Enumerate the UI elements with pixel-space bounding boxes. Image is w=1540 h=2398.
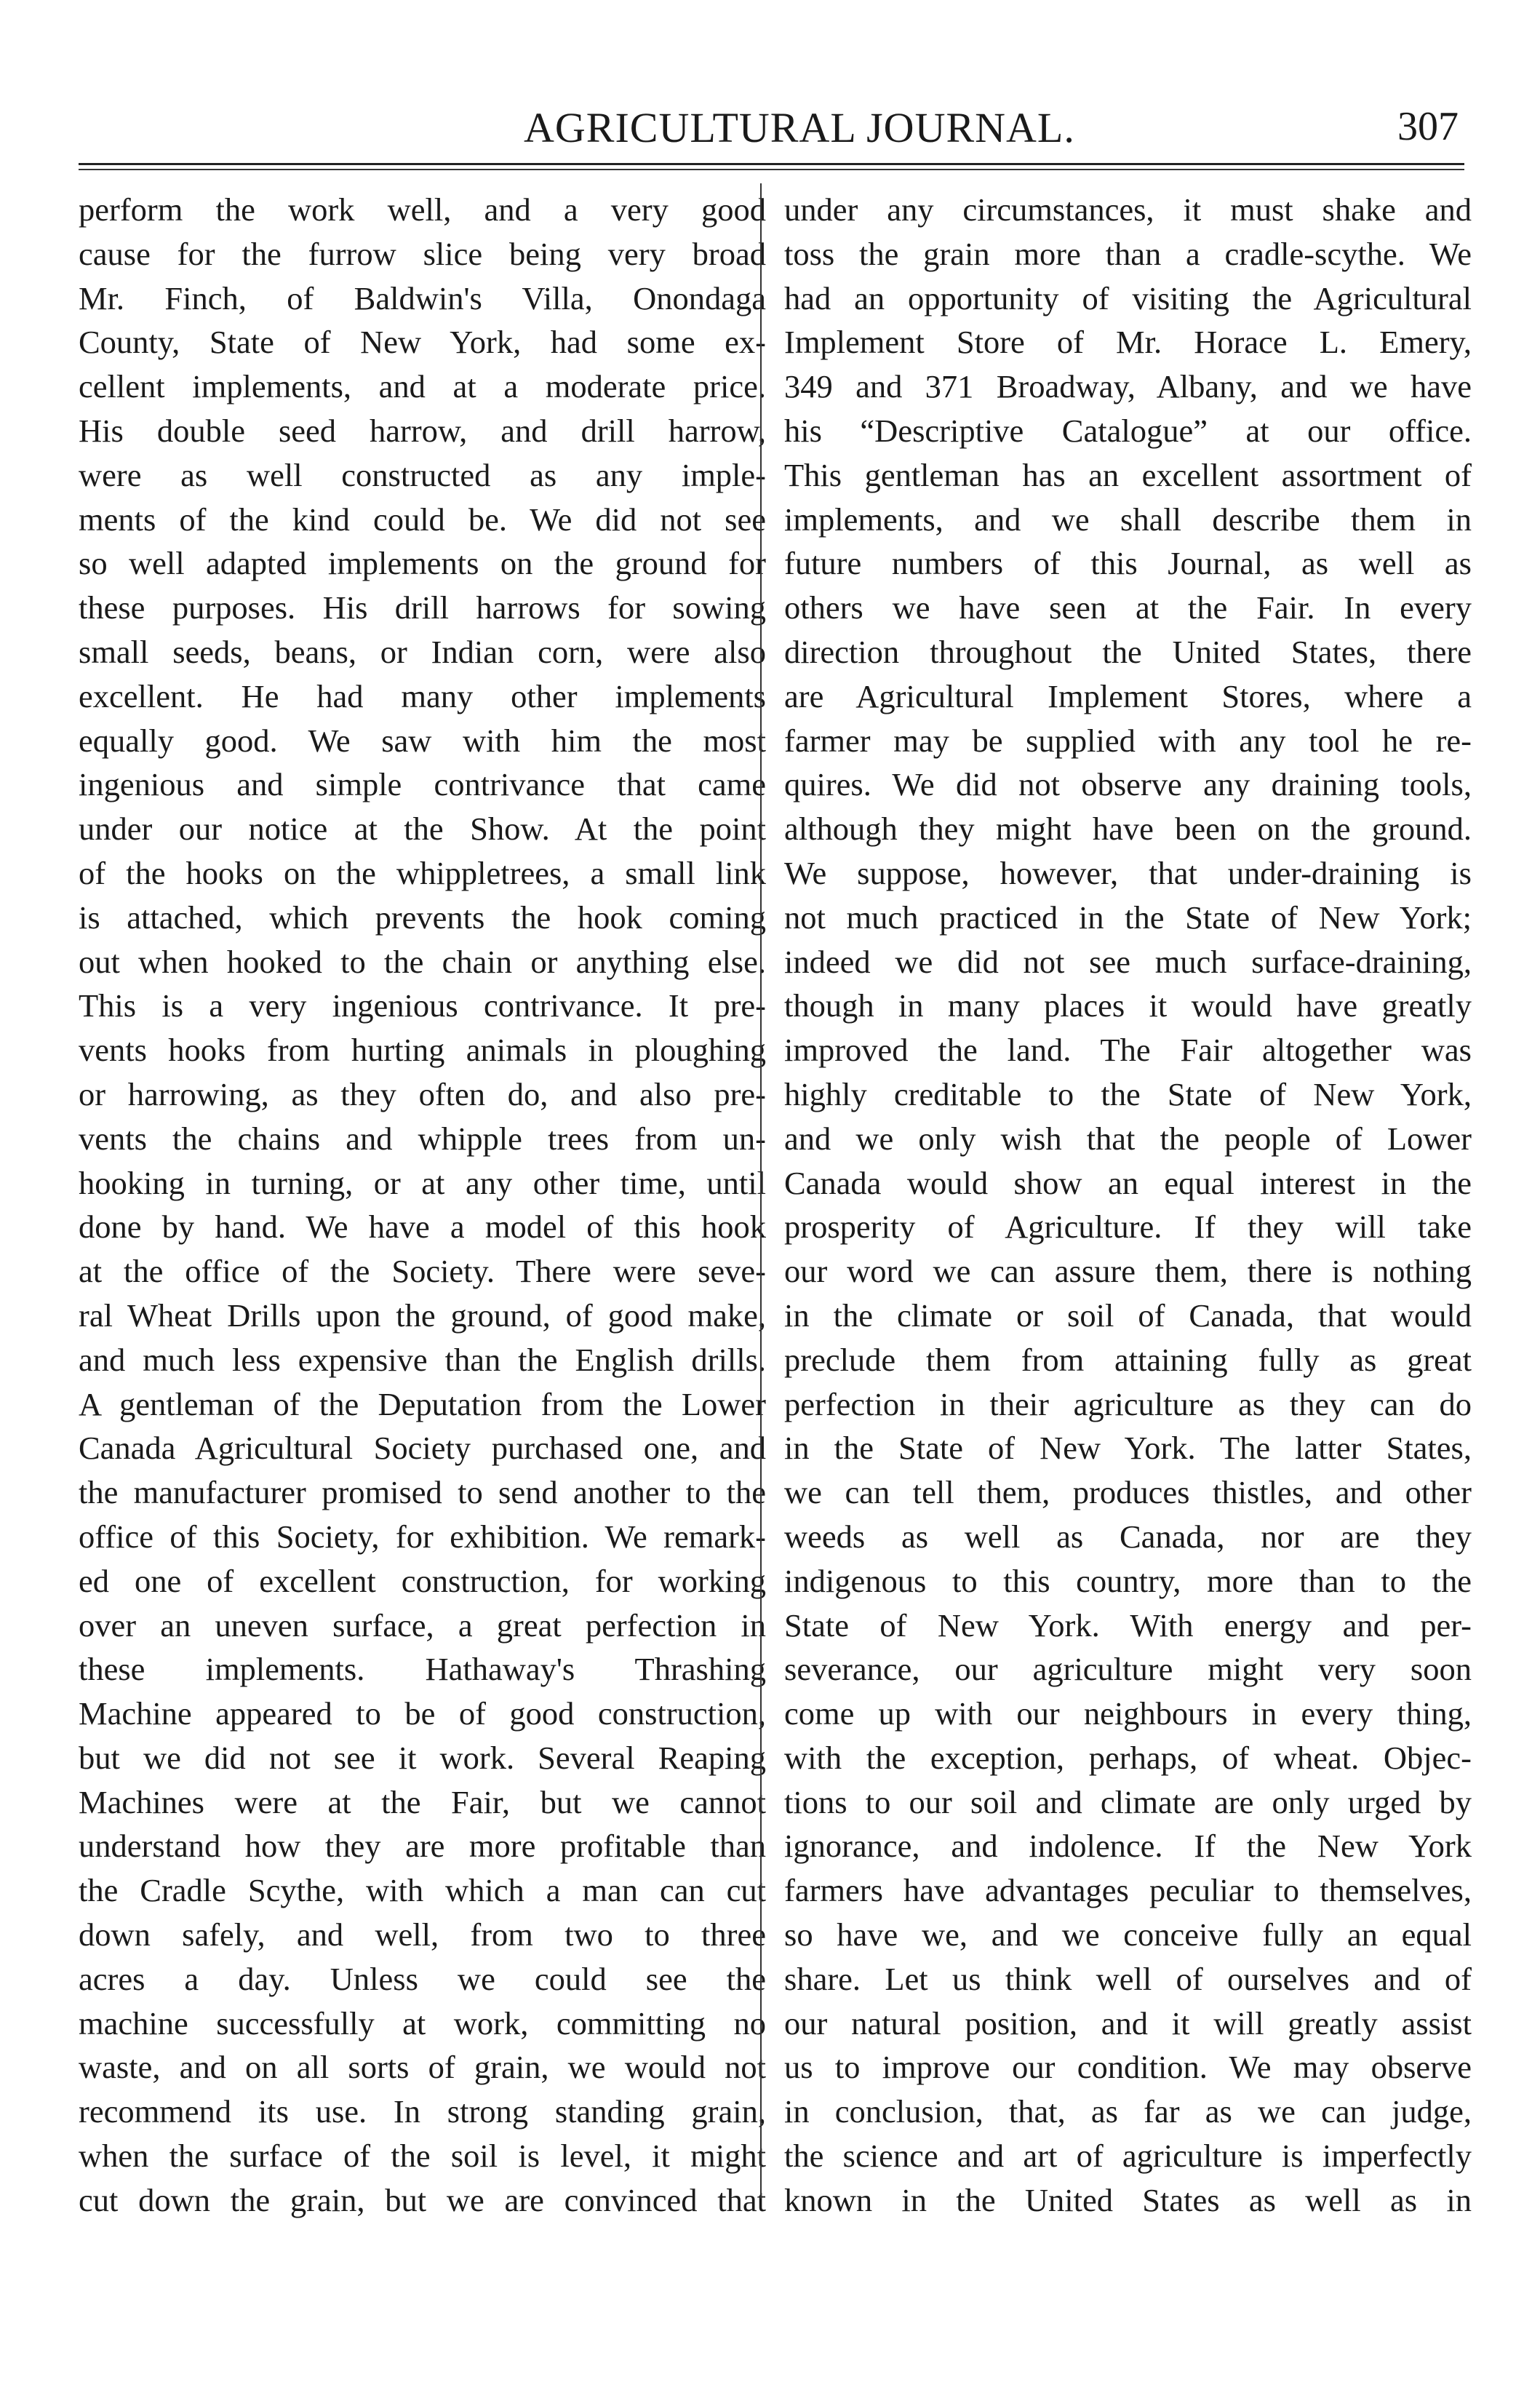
- text-line: Mr. Finch, of Baldwin's Villa, Onondaga: [79, 279, 766, 316]
- text-line: are Agricultural Implement Stores, where a: [784, 677, 1472, 714]
- text-line: small seeds, beans, or Indian corn, were also: [79, 633, 766, 670]
- text-line: over an uneven surface, a great perfection in: [79, 1606, 766, 1644]
- text-line: his “Descriptive Catalogue” at our office.: [784, 412, 1472, 449]
- text-line: His double seed harrow, and drill harrow,: [79, 412, 766, 449]
- text-line: preclude them from attaining fully as great: [784, 1341, 1472, 1378]
- text-line: done by hand. We have a model of this hook: [79, 1208, 766, 1246]
- text-line: farmers have advantages peculiar to themselves,: [784, 1872, 1472, 1909]
- text-line: office of this Society, for exhibition. We remark-: [79, 1518, 766, 1555]
- text-line: in the climate or soil of Canada, that would: [784, 1296, 1472, 1334]
- text-line: with the exception, perhaps, of wheat. Objec-: [784, 1739, 1472, 1776]
- text-line: or harrowing, as they often do, and also pre-: [79, 1075, 766, 1112]
- text-line: indeed we did not see much surface-draining,: [784, 943, 1472, 980]
- text-line: though in many places it would have greatly: [784, 987, 1472, 1024]
- header-rule: [79, 163, 1464, 165]
- text-line: Machine appeared to be of good construction,: [79, 1695, 766, 1732]
- text-line: direction throughout the United States, there: [784, 633, 1472, 670]
- text-line: so well adapted implements on the ground for: [79, 545, 766, 582]
- text-line: Canada would show an equal interest in the: [784, 1164, 1472, 1201]
- text-line: highly creditable to the State of New York,: [784, 1075, 1472, 1112]
- column-divider: [760, 183, 762, 2199]
- text-line: the science and art of agriculture is imperfectly: [784, 2138, 1472, 2175]
- text-line: although they might have been on the ground.: [784, 810, 1472, 848]
- running-head-title: AGRICULTURAL JOURNAL.: [524, 104, 1075, 151]
- text-line: when the surface of the soil is level, it might: [79, 2138, 766, 2175]
- text-line: understand how they are more profitable than: [79, 1828, 766, 1865]
- text-line: toss the grain more than a cradle-scythe. We: [784, 235, 1472, 272]
- text-line: down safely, and well, from two to three: [79, 1916, 766, 1953]
- text-line: waste, and on all sorts of grain, we would not: [79, 2049, 766, 2086]
- text-line: vents hooks from hurting animals in ploughing: [79, 1032, 766, 1069]
- text-line: This gentleman has an excellent assortment of: [784, 456, 1472, 493]
- text-line: these implements. Hathaway's Thrashing: [79, 1651, 766, 1688]
- text-line: ed one of excellent construction, for working: [79, 1562, 766, 1599]
- text-line: cut down the grain, but we are convinced that: [79, 2181, 766, 2218]
- text-line: our natural position, and it will greatly assist: [784, 2004, 1472, 2042]
- text-line: future numbers of this Journal, as well as: [784, 545, 1472, 582]
- text-line: ingenious and simple contrivance that came: [79, 766, 766, 803]
- text-line: quires. We did not observe any draining tools,: [784, 766, 1472, 803]
- text-line: equally good. We saw with him the most: [79, 722, 766, 759]
- header-rule-thin: [79, 169, 1464, 170]
- text-line: is attached, which prevents the hook coming: [79, 899, 766, 936]
- text-line: come up with our neighbours in every thing,: [784, 1695, 1472, 1732]
- text-line: cause for the furrow slice being very broad: [79, 235, 766, 272]
- left-column: [79, 188, 766, 2225]
- text-line: improved the land. The Fair altogether was: [784, 1032, 1472, 1069]
- text-line: others we have seen at the Fair. In every: [784, 589, 1472, 626]
- page-number: 307: [1397, 104, 1459, 149]
- text-line: machine successfully at work, committing no: [79, 2004, 766, 2042]
- text-line: This is a very ingenious contrivance. It pre-: [79, 987, 766, 1024]
- text-line: our word we can assure them, there is nothing: [784, 1253, 1472, 1290]
- text-line: Canada Agricultural Society purchased one, and: [79, 1430, 766, 1467]
- text-line: ments of the kind could be. We did not see: [79, 501, 766, 538]
- text-line: so have we, and we conceive fully an equal: [784, 1916, 1472, 1953]
- text-line: We suppose, however, that under-draining is: [784, 854, 1472, 891]
- text-line: at the office of the Society. There were seve-: [79, 1253, 766, 1290]
- text-line: vents the chains and whipple trees from un-: [79, 1120, 766, 1157]
- right-column: [784, 188, 1472, 2225]
- text-line: of the hooks on the whippletrees, a small link: [79, 854, 766, 891]
- text-line: ignorance, and indolence. If the New York: [784, 1828, 1472, 1865]
- text-line: these purposes. His drill harrows for sowing: [79, 589, 766, 626]
- text-line: excellent. He had many other implements: [79, 677, 766, 714]
- text-line: Implement Store of Mr. Horace L. Emery,: [784, 324, 1472, 361]
- text-line: and much less expensive than the English drills.: [79, 1341, 766, 1378]
- text-line: indigenous to this country, more than to the: [784, 1562, 1472, 1599]
- text-line: us to improve our condition. We may observe: [784, 2049, 1472, 2086]
- text-line: Machines were at the Fair, but we cannot: [79, 1783, 766, 1820]
- text-line: tions to our soil and climate are only urged by: [784, 1783, 1472, 1820]
- text-line: but we did not see it work. Several Reaping: [79, 1739, 766, 1776]
- text-line: farmer may be supplied with any tool he re-: [784, 722, 1472, 759]
- text-line: cellent implements, and at a moderate price.: [79, 368, 766, 405]
- text-line: prosperity of Agriculture. If they will take: [784, 1208, 1472, 1246]
- text-line: out when hooked to the chain or anything else.: [79, 943, 766, 980]
- text-line: County, State of New York, had some ex-: [79, 324, 766, 361]
- text-line: in conclusion, that, as far as we can judge,: [784, 2093, 1472, 2130]
- text-line: State of New York. With energy and per-: [784, 1606, 1472, 1644]
- text-line: ral Wheat Drills upon the ground, of good make,: [79, 1296, 766, 1334]
- text-line: we can tell them, produces thistles, and other: [784, 1474, 1472, 1511]
- text-line: acres a day. Unless we could see the: [79, 1960, 766, 1997]
- text-line: share. Let us think well of ourselves and of: [784, 1960, 1472, 1997]
- text-line: in the State of New York. The latter States,: [784, 1430, 1472, 1467]
- text-line: 349 and 371 Broadway, Albany, and we have: [784, 368, 1472, 405]
- text-line: the manufacturer promised to send another to the: [79, 1474, 766, 1511]
- text-line: severance, our agriculture might very soon: [784, 1651, 1472, 1688]
- text-line: weeds as well as Canada, nor are they: [784, 1518, 1472, 1555]
- text-line: under our notice at the Show. At the point: [79, 810, 766, 848]
- text-line: were as well constructed as any imple-: [79, 456, 766, 493]
- text-line: perform the work well, and a very good: [79, 191, 766, 228]
- text-line: under any circumstances, it must shake and: [784, 191, 1472, 228]
- text-line: had an opportunity of visiting the Agricultural: [784, 279, 1472, 316]
- text-line: the Cradle Scythe, with which a man can cut: [79, 1872, 766, 1909]
- text-line: A gentleman of the Deputation from the Lower: [79, 1385, 766, 1422]
- text-line: perfection in their agriculture as they can do: [784, 1385, 1472, 1422]
- text-line: not much practiced in the State of New York;: [784, 899, 1472, 936]
- text-line: recommend its use. In strong standing grain,: [79, 2093, 766, 2130]
- text-line: hooking in turning, or at any other time, until: [79, 1164, 766, 1201]
- text-line: and we only wish that the people of Lower: [784, 1120, 1472, 1157]
- text-line: known in the United States as well as in: [784, 2181, 1472, 2218]
- text-line: implements, and we shall describe them in: [784, 501, 1472, 538]
